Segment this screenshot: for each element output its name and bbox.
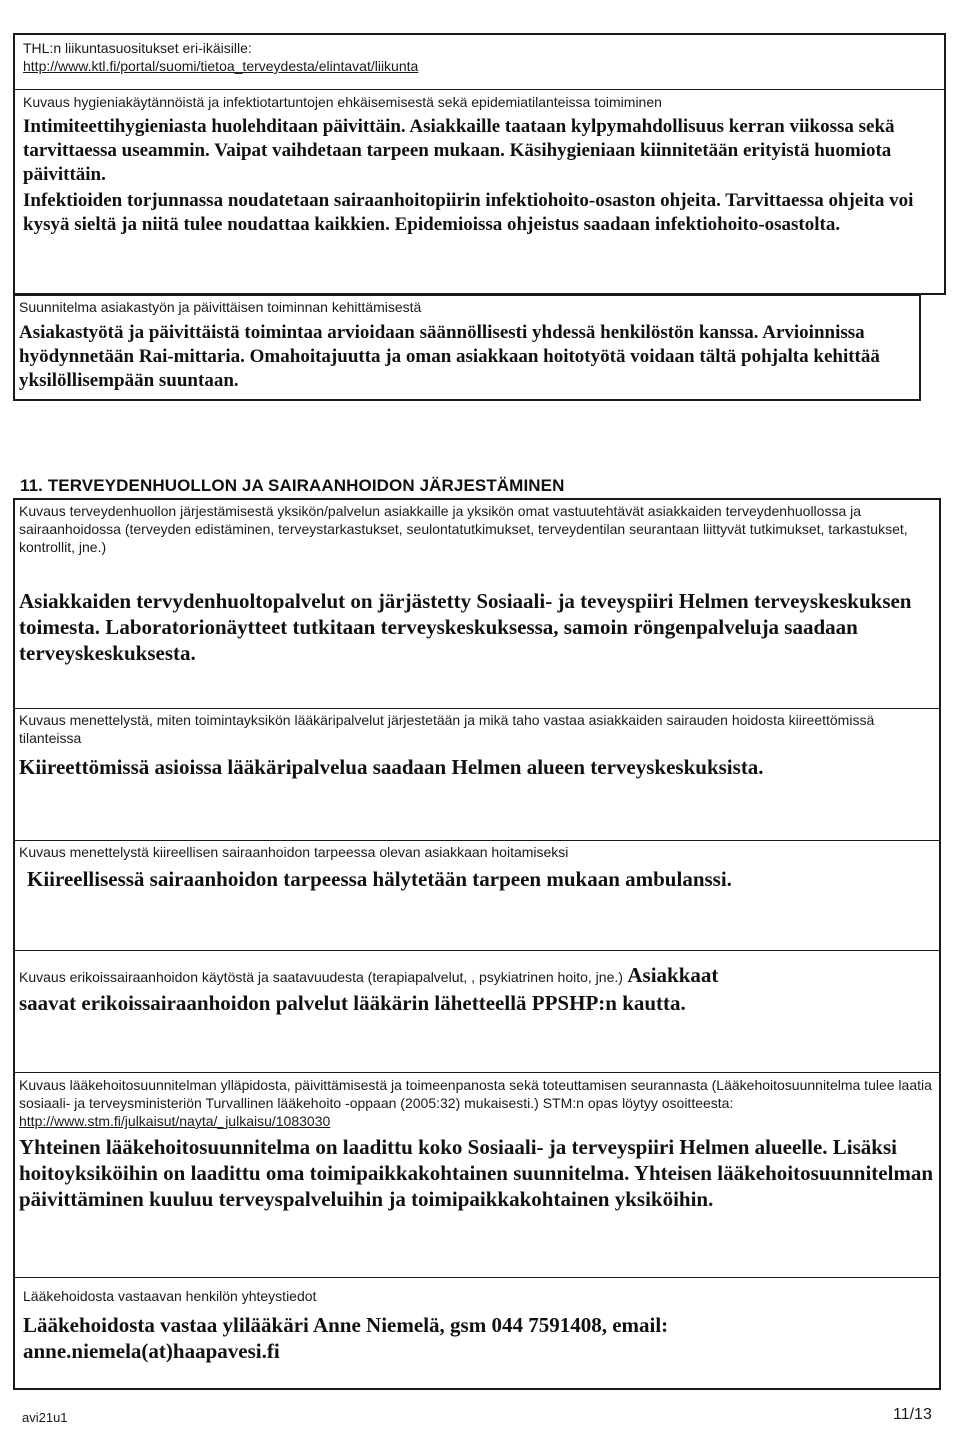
hygiene-text-1: Intimiteettihygieniasta huolehditaan päivittäin. Asiakkaille taataan kylpymahdollisuus kerran viikossa sekä tarvittaessa useammin. Vaipat vaihdetaan tarpeen mukaan. Käsihygieniaan kiinnitetään erityistä huomiota päivittäin.	[23, 116, 895, 185]
section-heading: 11. TERVEYDENHUOLLON JA SAIRAANHOIDON JÄRJESTÄMINEN	[20, 476, 565, 495]
divider	[15, 89, 944, 90]
divider	[15, 840, 939, 841]
specialist-text: saavat erikoissairaanhoidon palvelut lääkärin lähetteellä PPSHP:n kautta.	[19, 991, 686, 1015]
plan-text: Asiakastyötä ja päivittäistä toimintaa arvioidaan säännöllisesti yhdessä henkilöstön kanssa. Arvioinnissa hyödynnetään Rai-mittaria. Omahoitajuutta ja oman asiakkaan hoitotyötä voidaan tältä pohjalta kehittää yksilöllisempään suuntaan.	[19, 322, 880, 391]
plan-section	[13, 294, 921, 401]
urgent-text: Kiireellisessä sairaanhoidon tarpeessa hälytetään tarpeen mukaan ambulanssi.	[27, 867, 732, 891]
health-care-section	[13, 498, 941, 1390]
hygiene-label: Kuvaus hygieniakäytännöistä ja infektiotartuntojen ehkäisemisestä sekä epidemiatilanteissa toimiminen	[23, 94, 662, 110]
specialist-label: Kuvaus erikoissairaanhoidon käytöstä ja saatavuudesta (terapiapalvelut, , psykiatrinen hoito, jne.)	[19, 969, 623, 985]
guidelines-link[interactable]: http://www.ktl.fi/portal/suomi/tietoa_terveydesta/elintavat/liikunta	[23, 58, 419, 74]
health-text: Asiakkaiden tervydenhuoltopalvelut on järjästetty Sosiaali- ja teveyspiiri Helmen terveyskeskuksen toimesta. Laboratorionäytteet tutkitaan terveyskeskuksessa, samoin röngenpalveluja saadaan terveyskeskuksesta.	[19, 589, 912, 665]
health-label: Kuvaus terveydenhuollon järjestämisestä yksikön/palvelun asiakkaille ja yksikön omat vastuutehtävät asiakkaiden terveydenhuollossa ja sairaanhoidossa (terveyden edistäminen, terveystarkastukset, seulontatutkimukset, terveydentilan seurantaan liittyvät tutkimukset, tarkastukset, kontrollit, jne.)	[19, 503, 908, 555]
page-number: 11/13	[893, 1406, 932, 1423]
medplan-block	[19, 1076, 939, 1130]
plan-label: Suunnitelma asiakastyön ja päivittäisen toiminnan kehittämisestä	[19, 299, 422, 315]
doctor-text: Kiireettömissä asioissa lääkäripalvelua saadaan Helmen alueen terveyskeskuksista.	[19, 755, 764, 779]
guidelines-label: THL:n liikuntasuositukset eri-ikäisille:	[23, 40, 252, 56]
hygiene-section	[13, 33, 946, 295]
contact-text: Lääkehoidosta vastaa ylilääkäri Anne Niemelä, gsm 044 7591408, email: anne.niemela(at)haapavesi.fi	[23, 1313, 669, 1363]
divider	[15, 950, 939, 951]
hygiene-text-2: Infektioiden torjunnassa noudatetaan sairaanhoitopiirin infektiohoito-osaston ohjeita. Tarvittaessa ohjeita voi kysyä sieltä ja niitä tulee noudattaa kaikkien. Epidemioissa ohjeistus saadaan infektiohoito-osastolta.	[23, 190, 914, 235]
urgent-label: Kuvaus menettelystä kiireellisen sairaanhoidon tarpeessa olevan asiakkaan hoitamiseksi	[19, 844, 569, 860]
divider	[15, 1072, 939, 1073]
medplan-link[interactable]: http://www.stm.fi/julkaisut/nayta/_julkaisu/1083030	[19, 1113, 331, 1129]
doctor-label: Kuvaus menettelystä, miten toimintayksikön lääkäripalvelut järjestetään ja mikä taho vastaa asiakkaiden sairauden hoidosta kiireettömissä tilanteissa	[19, 712, 875, 746]
contact-label: Lääkehoidosta vastaavan henkilön yhteystiedot	[23, 1288, 317, 1304]
document-code: avi21u1	[22, 1410, 68, 1425]
specialist-text-inline: Asiakkaat	[627, 963, 719, 987]
divider	[15, 708, 939, 709]
divider	[15, 1277, 939, 1278]
specialist-block	[19, 962, 929, 1016]
medplan-label: Kuvaus lääkehoitosuunnitelman ylläpidosta, päivittämisestä ja toimeenpanosta sekä toteuttamisen seurannasta (Lääkehoitosuunnitelma tulee laatia sosiaali- ja terveysministeriön Turvallinen lääkehoito -oppaan (2005:32) mukaisesti.) STM:n opas löytyy osoitteesta:	[19, 1077, 932, 1111]
medplan-text: Yhteinen lääkehoitosuunnitelma on laadittu koko Sosiaali- ja terveyspiiri Helmen alueelle. Lisäksi hoitoyksiköihin on laadittu oma toimipaikkakohtainen suunnitelma. Yhteisen lääkehoitosuunnitelman päivittäminen kuuluu terveyspalveluihin ja toimipaikkakohtainen yksiköihin.	[19, 1135, 934, 1211]
